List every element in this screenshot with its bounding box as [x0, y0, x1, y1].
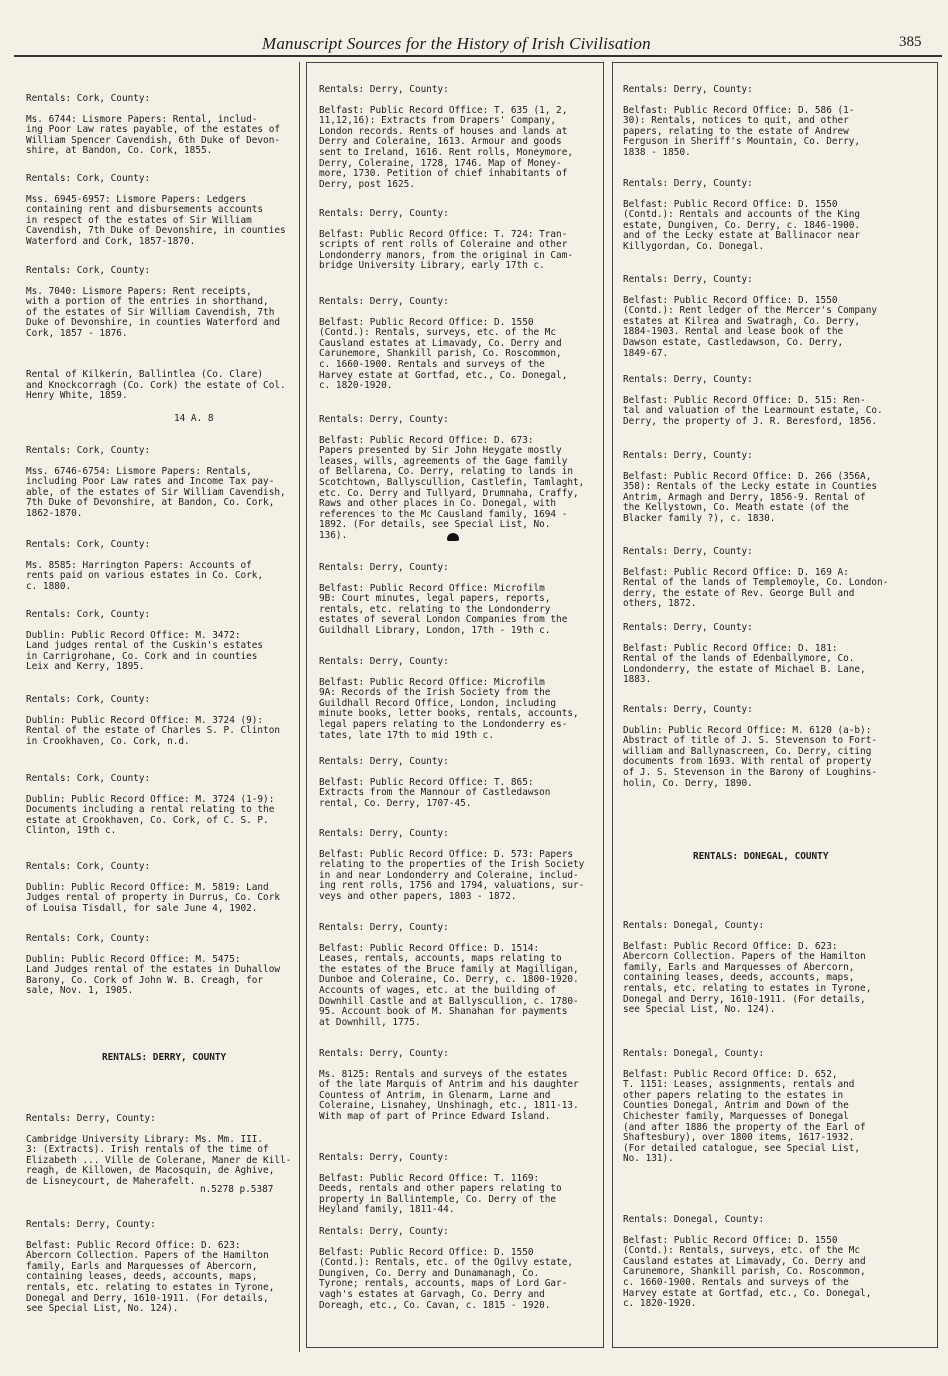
- entry-heading: Rentals: Cork, County:: [26, 861, 151, 872]
- entry-heading: Rentals: Derry, County:: [319, 828, 449, 839]
- entry-heading: Rentals: Derry, County:: [26, 1219, 156, 1230]
- entry-heading: Rentals: Derry, County:: [623, 704, 753, 715]
- entry-body: Belfast: Public Record Office: D. 515: Ren- tal and valuation of the Learmount estate, Co. Derry, the property of J. R. Beresford, 1856.: [623, 394, 883, 427]
- entry: [623, 1215, 931, 1310]
- entry: [623, 547, 931, 610]
- entry-heading: Rentals: Cork, County:: [26, 173, 151, 184]
- entry-heading: Rentals: Cork, County:: [26, 933, 151, 944]
- entry-body: Dublin: Public Record Office: M. 3724 (1-9): Documents including a rental relating to the estate at Crookhaven, Co. Cork, of C. S. P. Clinton, 19th c.: [26, 793, 275, 837]
- entry-body: Dublin: Public Record Office: M. 6120 (a-b): Abstract of title of J. S. Stevenson to Fort- william and Ballynascreen, Co. Derry, citing documents from 1693. With rental of property of J. S. Stevenson in the Barony of Loughins- holin, Co. Derry, 1890.: [623, 724, 877, 789]
- ink-blot: [447, 533, 459, 541]
- entry-body: Belfast: Public Record Office: D. 181: Rental of the lands of Edenballymore, Co. Londonderry, the estate of Michael B. Lane, 1883.: [623, 642, 866, 686]
- entry-body: Belfast: Public Record Office: D. 1514: Leases, rentals, accounts, maps relating to the estates of the Bruce family at Magilligan, Dunboe and Coleraine, Co. Derry, c. 1800-1920. Accounts of wages, etc. at the building of Downhill Castle and at Ballyscullion, c. 1780- 95. Account book of M. Shanahan for payments at Downhill, 1775.: [319, 942, 579, 1028]
- entry: [623, 1049, 931, 1165]
- entry-body: Belfast: Public Record Office: D. 1550 (Contd.): Rentals and accounts of the King estate, Dungiven, Co. Derry, c. 1846-1900. and of the Lecky estate at Ballinacor near Killygordan, Co. Donegal.: [623, 198, 861, 252]
- entry: [623, 451, 931, 525]
- entry: [26, 446, 292, 520]
- entry: [26, 540, 292, 592]
- entry: [319, 563, 599, 637]
- entry: [623, 375, 931, 427]
- catalogue-mark: 14 A. 8: [174, 413, 214, 424]
- entry: [319, 1049, 599, 1123]
- entry-heading: Rentals: Derry, County:: [319, 1048, 449, 1059]
- running-title: Manuscript Sources for the History of Irish Civilisation: [262, 34, 651, 53]
- entry-body: Belfast: Public Record Office: D. 1550 (Contd.): Rentals, surveys, etc. of the Mc Causland estates at Limavady, Co. Derry and Carunemore, Shankill parish, Co. Roscommon, c. 1660-1900. Rentals and surveys of the Harvey estate at Gortfad, etc., Co. Donegal, c. 1820-1920.: [319, 316, 568, 392]
- entry: [26, 610, 292, 673]
- entry-body: Belfast: Public Record Office: Microfilm 9A: Records of the Irish Society from the Guildhall Record Office, London, including minute books, letter books, rentals, accounts, legal papers relating to the Londonderry es- tates, late 17th to mid 19th c.: [319, 676, 579, 741]
- entry-body: Cambridge University Library: Ms. Mm. III. 3: (Extracts). Irish rentals of the time of Elizabeth ... Ville de Colerane, Maner de Kill- reagh, de Killowen, de Macosquin, de Aghive, de Lisneycourt, de Maherafelt.: [26, 1133, 292, 1187]
- entry-body: Dublin: Public Record Office: M. 3724 (9): Rental of the estate of Charles S. P. Clinton in Crookhaven, Co. Cork, n.d.: [26, 714, 280, 747]
- section-heading-derry: RENTALS: DERRY, COUNTY: [102, 1052, 227, 1063]
- reference-note: n.5278 p.5387: [200, 1184, 274, 1195]
- entry: [26, 774, 292, 837]
- entry-body: Belfast: Public Record Office: T. 724: Tran- scripts of rent rolls of Coleraine and other Londonderry manors, from the original in Cam- bridge University Library, early 17th c.: [319, 228, 573, 272]
- entry-heading: Rentals: Derry, County:: [26, 1113, 156, 1124]
- entry-heading: Rentals: Derry, County:: [319, 414, 449, 425]
- entry-heading: Rentals: Cork, County:: [26, 609, 151, 620]
- entry: [319, 829, 599, 903]
- column-3: [612, 62, 938, 1348]
- column-1: [16, 62, 300, 1352]
- entry: [26, 370, 292, 402]
- entry-body: Rental of Kilkerin, Ballintlea (Co. Clare) and Knockcorragh (Co. Cork) the estate of Col. Henry White, 1859.: [26, 369, 286, 402]
- entry: [319, 923, 599, 1028]
- entry-heading: Rentals: Derry, County:: [319, 756, 449, 767]
- entry-body: Belfast: Public Record Office: D. 266 (356A, 358): Rentals of the Lecky estate in Counties Antrim, Armagh and Derry, 1856-9. Rental of the Kellystown, Co. Meath estate (of the Blacker family ?), c. 1830.: [623, 470, 877, 524]
- entry: [319, 1153, 599, 1216]
- entry-body: Belfast: Public Record Office: D. 1550 (Contd.): Rentals, surveys, etc. of the Mc Causland estates at Limavady, Co. Derry and Carunemore, Shankill parish, Co. Roscommon, c. 1660-1900. Rentals and surveys of the Harvey estate at Gortfad, etc., Co. Donegal, c. 1820-1920.: [623, 1234, 872, 1310]
- entry: [26, 695, 292, 747]
- entry: [623, 179, 931, 253]
- entry-body: Mss. 6746-6754: Lismore Papers: Rentals, including Poor Law rates and Income Tax pay- able, of the estates of Sir William Cavendish, 7th Duke of Devonshire, at Bandon, Co. Cork, 1862-1870.: [26, 465, 286, 519]
- entry-body: Belfast: Public Record Office: T. 635 (1, 2, 11,12,16): Extracts from Drapers' Company, London records. Rents of houses and lands at Derry and Coleraine, 1613. Armour and goods sent to Ireland, 1616. Rent rolls, Moneymore, Derry, Coleraine, 1728, 1746. Map of Money- more, 1730. Petition of chief inhabitants of Derry, post 1625.: [319, 104, 573, 190]
- entry: [319, 757, 599, 809]
- entry-body: Dublin: Public Record Office: M. 3472: Land judges rental of the Cuskin's estates in Carrigrohane, Co. Cork and in counties Leix and Kerry, 1895.: [26, 629, 264, 673]
- entry-heading: Rentals: Cork, County:: [26, 265, 151, 276]
- entry: [319, 657, 599, 741]
- entry: [623, 85, 931, 159]
- entry-heading: Rentals: Donegal, County:: [623, 1214, 765, 1225]
- entry-heading: Rentals: Derry, County:: [319, 922, 449, 933]
- entry-body: Belfast: Public Record Office: T. 865: Extracts from the Mannour of Castledawson rental, Co. Derry, 1707-45.: [319, 776, 551, 809]
- entry-heading: Rentals: Donegal, County:: [623, 1048, 765, 1059]
- entry-heading: Rentals: Cork, County:: [26, 773, 151, 784]
- entry: [26, 1114, 292, 1188]
- entry-body: Belfast: Public Record Office: D. 169 A: Rental of the lands of Templemoyle, Co. London- derry, the estate of Rev. George Bull and others, 1872.: [623, 566, 889, 610]
- header-rule: [14, 55, 942, 57]
- entry-heading: Rentals: Derry, County:: [319, 656, 449, 667]
- entry-body: Dublin: Public Record Office: M. 5819: Land Judges rental of property in Durrus, Co. Cork of Louisa Tisdall, for sale June 4, 1902.: [26, 881, 280, 914]
- entry: [319, 297, 599, 392]
- column-2: [306, 62, 604, 1348]
- entry-heading: Rentals: Cork, County:: [26, 445, 151, 456]
- entry-body: Ms. 8585: Harrington Papers: Accounts of rents paid on various estates in Co. Cork, c. 1880.: [26, 559, 264, 592]
- entry-heading: Rentals: Cork, County:: [26, 694, 151, 705]
- entry: [26, 94, 292, 157]
- entry-body: Belfast: Public Record Office: D. 1550 (Contd.): Rent ledger of the Mercer's Company estates at Kilrea and Swatragh, Co. Derry, 1884-1903. Rental and lease book of the Dawson estate, Castledawson, Co. Derry, 1849-67.: [623, 294, 877, 359]
- entry: [26, 1220, 292, 1315]
- entry-heading: Rentals: Derry, County:: [319, 84, 449, 95]
- entry-heading: Rentals: Derry, County:: [623, 622, 753, 633]
- entry-heading: Rentals: Derry, County:: [319, 296, 449, 307]
- section-heading-donegal: RENTALS: DONEGAL, COUNTY: [693, 851, 829, 862]
- entry-body: Mss. 6945-6957: Lismore Papers: Ledgers containing rent and disbursements accounts in respect of the estates of Sir William Cavendish, 7th Duke of Devonshire, in counties Waterford and Cork, 1857-1870.: [26, 193, 286, 247]
- entry: [26, 174, 292, 248]
- entry: [26, 934, 292, 997]
- entry-heading: Rentals: Derry, County:: [623, 178, 753, 189]
- entry-body: Ms. 7040: Lismore Papers: Rent receipts, with a portion of the entries in shorthand, of the estates of Sir William Cavendish, 7th Duke of Devonshire, in counties Waterford and Cork, 1857 - 1876.: [26, 285, 280, 339]
- entry-heading: Rentals: Derry, County:: [623, 450, 753, 461]
- entry-body: Ms. 8125: Rentals and surveys of the estates of the late Marquis of Antrim and his daughter Countess of Antrim, in Glenarm, Larne and Coleraine, Lisnahey, Unshinagh, etc., 1811-13. With map of part of Prince Edward Island.: [319, 1068, 579, 1122]
- entry: [623, 623, 931, 686]
- entry: [623, 275, 931, 359]
- entry-heading: Rentals: Derry, County:: [623, 546, 753, 557]
- entry: [26, 266, 292, 340]
- entry: [623, 705, 931, 789]
- entry-heading: Rentals: Derry, County:: [319, 562, 449, 573]
- page-number: 385: [899, 34, 922, 50]
- entry-body: Belfast: Public Record Office: D. 623: Abercorn Collection. Papers of the Hamilton family, Earls and Marquesses of Abercorn, containing leases, deeds, accounts, maps, rentals, etc. relating to estates in Tyrone, Donegal and Derry, 1610-1911. (For details, see Special List, No. 124).: [26, 1239, 275, 1315]
- entry-heading: Rentals: Derry, County:: [623, 374, 753, 385]
- entry-body: Belfast: Public Record Office: D. 586 (1- 30): Rentals, notices to quit, and other papers, relating to the estate of Andrew Ferguson in Sheriff's Mountain, Co. Derry, 1838 - 1850.: [623, 104, 861, 158]
- entry-heading: Rentals: Cork, County:: [26, 93, 151, 104]
- entry-heading: Rentals: Derry, County:: [319, 1152, 449, 1163]
- entry: [319, 1227, 599, 1311]
- entry-body: Belfast: Public Record Office: Microfilm 9B: Court minutes, legal papers, reports, rentals, etc. relating to the Londonderry estates of several London Companies from the Guildhall Library, London, 17th - 19th c.: [319, 582, 568, 636]
- entry-body: Belfast: Public Record Office: D. 652, T. 1151: Leases, assignments, rentals and other papers relating to the estates in Counties Donegal, Antrim and Down of the Chichester family, Marquesses of Donegal (and after 1886 the property of the Earl of Shaftesbury), over 1800 items, 1617-1932. (For detailed catalogue, see Special List, No. 131).: [623, 1068, 866, 1165]
- entry-body: Belfast: Public Record Office: D. 623: Abercorn Collection. Papers of the Hamilton family, Earls and Marquesses of Abercorn, containing leases, deeds, accounts, maps, rentals, etc. relating to estates in Tyrone, Donegal and Derry, 1610-1911. (For details, see Special List, No. 124).: [623, 940, 872, 1016]
- entry-heading: Rentals: Derry, County:: [319, 1226, 449, 1237]
- entry-heading: Rentals: Derry, County:: [319, 208, 449, 219]
- entry: [319, 209, 599, 272]
- entry-body: Belfast: Public Record Office: D. 573: Papers relating to the properties of the Irish Society in and near Londonderry and Coleraine, includ- ing rent rolls, 1756 and 1794, valuations, sur- veys and other papers, 1803 - 1872.: [319, 848, 585, 902]
- entry: [623, 921, 931, 1016]
- entry-heading: Rentals: Donegal, County:: [623, 920, 765, 931]
- entry: [26, 862, 292, 914]
- entry-body: Belfast: Public Record Office: D. 1550 (Contd.): Rentals, etc. of the Ogilvy estate, Dungiven, Co. Derry and Dunamanagh, Co. Tyrone; rentals, accounts, maps of Lord Gar- vagh's estates at Garvagh, Co. Derry and Doreagh, etc., Co. Cavan, c. 1815 - 1920.: [319, 1246, 573, 1311]
- entry-heading: Rentals: Cork, County:: [26, 539, 151, 550]
- entry: [319, 415, 599, 542]
- entry-body: Belfast: Public Record Office: D. 673: Papers presented by Sir John Heygate mostly leases, wills, agreements of the Gage family of Bellarena, Co. Derry, relating to lands in Scotchtown, Ballyscullion, Castlefin, Tamlaght, etc. Co. Derry and Tullyard, Drumnaha, Craffy, Raws and other places in Co. Donegal, with references to the Mc Causland family, 1694 - 1892. (For details, see Special List, No. 136).: [319, 434, 585, 541]
- entry-heading: Rentals: Derry, County:: [623, 84, 753, 95]
- entry-heading: Rentals: Derry, County:: [623, 274, 753, 285]
- entry-body: Dublin: Public Record Office: M. 5475: Land Judges rental of the estates in Duhallow Barony, Co. Cork of John W. B. Creagh, for sale, Nov. 1, 1905.: [26, 953, 280, 997]
- entry: [319, 85, 599, 190]
- entry-body: Belfast: Public Record Office: T. 1169: Deeds, rentals and other papers relating to property in Ballintemple, Co. Derry of the Heyland family, 1811-44.: [319, 1172, 562, 1216]
- entry-body: Ms. 6744: Lismore Papers: Rental, includ- ing Poor Law rates payable, of the estates of William Spencer Cavendish, 6th Duke of Devon- shire, at Bandon, Co. Cork, 1855.: [26, 113, 280, 157]
